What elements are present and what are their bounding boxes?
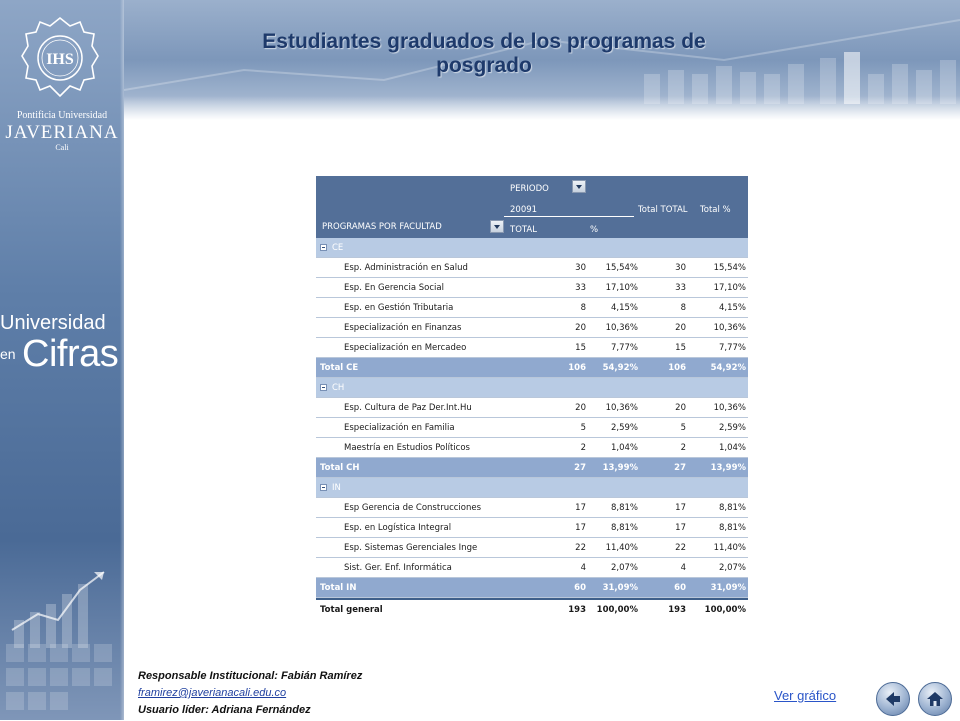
cell-total: 33 xyxy=(575,283,586,293)
table-row xyxy=(316,318,748,338)
group-row-ch[interactable] xyxy=(316,378,748,398)
table-row xyxy=(316,278,748,298)
cell-total: 60 xyxy=(574,583,586,593)
cell-total2: 8 xyxy=(680,303,686,313)
cell-total: 17 xyxy=(575,503,586,513)
collapse-minus-icon[interactable] xyxy=(320,384,327,391)
decorative-growth-chart-icon xyxy=(8,560,118,650)
brand-universidad: Universidad xyxy=(0,312,106,334)
responsible-text: Responsable Institucional: Fabián Ramírez xyxy=(138,670,363,682)
program-name: Esp. Cultura de Paz Der.Int.Hu xyxy=(344,403,472,413)
cell-pct2: 13,99% xyxy=(710,463,746,473)
program-name: Esp. Sistemas Gerenciales Inge xyxy=(344,543,478,553)
cell-pct2: 15,54% xyxy=(713,263,746,273)
cell-pct: 13,99% xyxy=(602,463,638,473)
cell-total2: 5 xyxy=(680,423,686,433)
group-label: IN xyxy=(332,483,341,493)
program-name: Especialización en Mercadeo xyxy=(344,343,467,353)
cell-total2: 20 xyxy=(675,323,686,333)
cell-total2: 106 xyxy=(668,363,686,373)
crest-initials: IHS xyxy=(46,51,74,68)
home-button[interactable] xyxy=(918,682,952,716)
collapse-minus-icon[interactable] xyxy=(320,244,327,251)
cell-pct2: 8,81% xyxy=(718,503,746,513)
cell-pct2: 4,15% xyxy=(718,303,746,313)
group-row-in[interactable] xyxy=(316,478,748,498)
subcolumn-total: TOTAL xyxy=(510,225,537,235)
program-name: Esp. en Gestión Tributaria xyxy=(344,303,454,313)
cell-pct2: 54,92% xyxy=(710,363,746,373)
cell-pct: 54,92% xyxy=(602,363,638,373)
column-total-pct: Total % xyxy=(700,205,731,215)
cell-total2: 30 xyxy=(675,263,686,273)
cell-pct: 2,07% xyxy=(610,563,638,573)
periodo-filter-dropdown-icon[interactable] xyxy=(572,180,586,193)
group-label: CE xyxy=(332,243,344,253)
pivot-header xyxy=(316,176,748,238)
cell-total2: 27 xyxy=(674,463,686,473)
cell-pct2: 17,10% xyxy=(713,283,746,293)
cell-pct: 8,81% xyxy=(610,523,638,533)
cell-pct2: 31,09% xyxy=(710,583,746,593)
cell-total2: 15 xyxy=(675,343,686,353)
program-name: Maestría en Estudios Políticos xyxy=(344,443,470,453)
cell-total: 27 xyxy=(574,463,586,473)
subcolumn-pct: % xyxy=(590,225,599,235)
table-row xyxy=(316,398,748,418)
cell-total: 30 xyxy=(575,263,586,273)
cell-pct: 8,81% xyxy=(610,503,638,513)
program-name: Especialización en Finanzas xyxy=(344,323,462,333)
program-name: Sist. Ger. Enf. Informática xyxy=(344,563,452,573)
cell-total2: 22 xyxy=(675,543,686,553)
cell-pct: 100,00% xyxy=(596,605,638,615)
view-chart-link[interactable]: Ver gráfico xyxy=(774,688,837,703)
cell-total: 5 xyxy=(580,423,586,433)
cell-pct: 2,59% xyxy=(610,423,638,433)
footer-credits xyxy=(138,670,362,721)
cell-pct2: 10,36% xyxy=(713,403,746,413)
table-row xyxy=(316,258,748,278)
period-year: 20091 xyxy=(510,205,538,215)
cell-pct: 10,36% xyxy=(605,323,638,333)
home-icon xyxy=(926,690,944,708)
email-link[interactable]: framirez@javerianacali.edu.co xyxy=(138,687,287,699)
grand-total-row xyxy=(316,598,748,618)
page-title: Estudiantes graduados de los programas de posgrado xyxy=(262,30,706,77)
university-name-line2: JAVERIANA xyxy=(5,122,119,143)
cell-pct2: 2,07% xyxy=(718,563,746,573)
cell-pct2: 100,00% xyxy=(704,605,746,615)
cell-pct: 17,10% xyxy=(605,283,638,293)
cell-total2: 17 xyxy=(675,523,686,533)
program-name: Esp. En Gerencia Social xyxy=(344,283,444,293)
cell-pct2: 7,77% xyxy=(718,343,746,353)
subtotal-label: Total IN xyxy=(320,583,357,593)
cell-total: 106 xyxy=(568,363,586,373)
cell-total2: 4 xyxy=(680,563,686,573)
brand-en: en xyxy=(0,346,16,362)
decorative-squares xyxy=(0,640,124,720)
column-total-total: Total TOTAL xyxy=(638,205,688,215)
table-row xyxy=(316,558,748,578)
group-row-ce[interactable] xyxy=(316,238,748,258)
cell-total2: 17 xyxy=(675,503,686,513)
cell-total: 22 xyxy=(575,543,586,553)
filter-label-periodo: PERIODO xyxy=(510,184,549,194)
collapse-minus-icon[interactable] xyxy=(320,484,327,491)
period-underline xyxy=(504,216,634,217)
table-row xyxy=(316,538,748,558)
brand-cifras: Cifras xyxy=(22,333,119,375)
cell-total: 15 xyxy=(575,343,586,353)
cell-total2: 20 xyxy=(675,403,686,413)
back-arrow-icon xyxy=(884,690,902,708)
university-name-line3: Cali xyxy=(55,143,69,152)
cell-pct: 7,77% xyxy=(610,343,638,353)
university-name-line1: Pontificia Universidad xyxy=(16,110,108,121)
cell-total2: 60 xyxy=(674,583,686,593)
program-name: Esp. en Logística Integral xyxy=(344,523,452,533)
university-crest-logo xyxy=(14,14,106,100)
cell-pct: 4,15% xyxy=(610,303,638,313)
subtotal-row-ch xyxy=(316,458,748,478)
cell-total: 8 xyxy=(580,303,586,313)
grand-total-label: Total general xyxy=(320,605,383,615)
subtotal-row-ce xyxy=(316,358,748,378)
subtotal-row-in xyxy=(316,578,748,598)
programas-filter-dropdown-icon[interactable] xyxy=(490,220,504,233)
cell-pct: 1,04% xyxy=(610,443,638,453)
lead-user-text: Usuario líder: Adriana Fernández xyxy=(138,704,311,716)
program-name: Esp Gerencia de Construcciones xyxy=(344,503,482,513)
cell-pct2: 2,59% xyxy=(718,423,746,433)
cell-pct2: 8,81% xyxy=(718,523,746,533)
cell-pct2: 1,04% xyxy=(718,443,746,453)
cell-total: 193 xyxy=(568,605,586,615)
subtotal-label: Total CE xyxy=(320,363,359,373)
program-name: Esp. Administración en Salud xyxy=(344,263,468,273)
subtotal-label: Total CH xyxy=(320,463,360,473)
cell-pct2: 11,40% xyxy=(713,543,746,553)
table-row xyxy=(316,438,748,458)
back-button[interactable] xyxy=(876,682,910,716)
table-row xyxy=(316,418,748,438)
table-row xyxy=(316,498,748,518)
table-row xyxy=(316,298,748,318)
cell-pct: 10,36% xyxy=(605,403,638,413)
cell-total2: 2 xyxy=(680,443,686,453)
group-label: CH xyxy=(332,383,345,393)
cell-pct: 11,40% xyxy=(605,543,638,553)
pivot-table xyxy=(316,176,748,618)
table-row xyxy=(316,338,748,358)
cell-total: 4 xyxy=(580,563,586,573)
cell-total2: 193 xyxy=(668,605,686,615)
cell-pct: 15,54% xyxy=(605,263,638,273)
cell-total: 17 xyxy=(575,523,586,533)
program-name: Especialización en Familia xyxy=(344,423,455,433)
sidebar xyxy=(0,0,124,720)
cell-total2: 33 xyxy=(675,283,686,293)
cell-total: 2 xyxy=(580,443,586,453)
row-label-programas: PROGRAMAS POR FACULTAD xyxy=(322,222,442,232)
cell-pct2: 10,36% xyxy=(713,323,746,333)
table-row xyxy=(316,518,748,538)
cell-total: 20 xyxy=(575,403,586,413)
cell-total: 20 xyxy=(575,323,586,333)
cell-pct: 31,09% xyxy=(602,583,638,593)
